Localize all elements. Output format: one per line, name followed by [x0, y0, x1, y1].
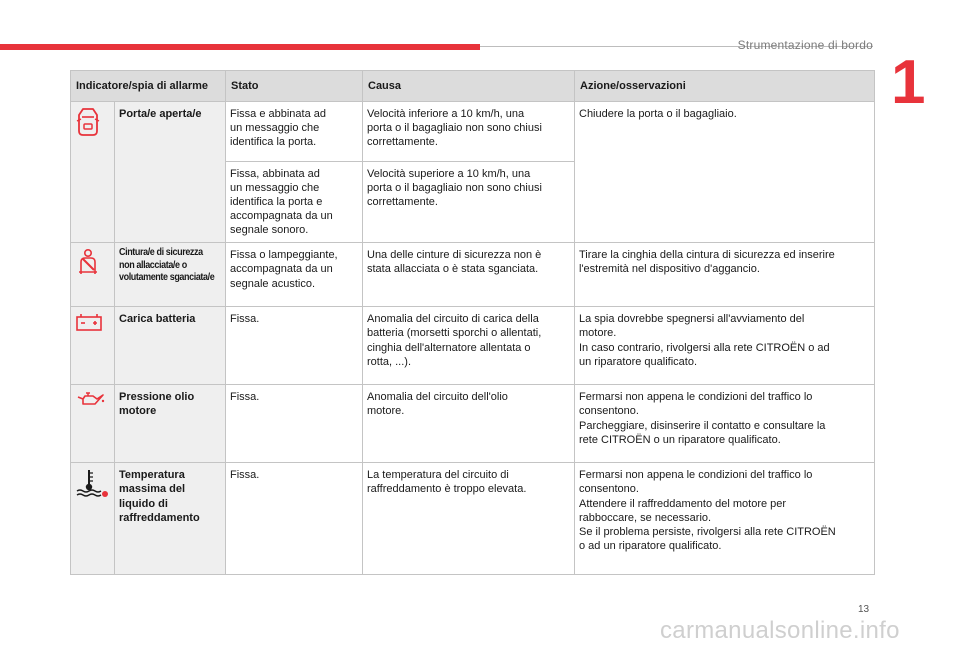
stato-cell: Fissa e abbinata ad un messaggio che identifica la porta. — [226, 102, 363, 162]
column-header-azione: Azione/osservazioni — [575, 71, 875, 102]
stato-cell: Fissa. — [226, 307, 363, 385]
page-number: 13 — [858, 604, 870, 615]
table-row — [71, 102, 875, 162]
battery-icon-cell — [71, 307, 115, 385]
indicator-name: Temperatura massima del liquido di raffreddamento — [115, 463, 226, 575]
azione-cell: La spia dovrebbe spegnersi all'avviamento del motore. In caso contrario, rivolgersi alla rete CITROËN o ad un riparatore qualificato. — [575, 307, 875, 385]
seatbelt-icon-cell — [71, 243, 115, 307]
causa-cell: La temperatura del circuito di raffreddamento è troppo elevata. — [363, 463, 575, 575]
running-title: Strumentazione di bordo — [737, 38, 873, 52]
oil-can-icon — [75, 399, 105, 411]
seatbelt-icon — [75, 267, 101, 279]
causa-cell: Una delle cinture di sicurezza non è stata allacciata o è stata sganciata. — [363, 243, 575, 307]
causa-cell: Velocità superiore a 10 km/h, una porta o il bagagliaio non sono chiusi correttamente. — [363, 162, 575, 243]
stato-cell: Fissa. — [226, 463, 363, 575]
azione-cell: Fermarsi non appena le condizioni del traffico lo consentono. Parcheggiare, disinserire il contatto e consultare la rete CITROËN o un riparatore qualificato. — [575, 385, 875, 463]
indicator-name: Carica batteria — [115, 307, 226, 385]
table-header-row — [71, 71, 875, 102]
azione-cell: Tirare la cinghia della cintura di sicurezza ed inserire l'estremità nel dispositivo d'aggancio. — [575, 243, 875, 307]
indicator-name: Porta/e aperta/e — [115, 102, 226, 243]
indicator-name: Pressione olio motore — [115, 385, 226, 463]
warning-lights-table — [70, 70, 875, 575]
table-row — [71, 243, 875, 307]
stato-cell: Fissa, abbinata ad un messaggio che identifica la porta e accompagnata da un segnale sonoro. — [226, 162, 363, 243]
column-header-indicator: Indicatore/spia di allarme — [71, 71, 226, 102]
watermark: carmanualsonline.info — [660, 617, 900, 644]
causa-cell: Anomalia del circuito dell'olio motore. — [363, 385, 575, 463]
indicator-name: Cintura/e di sicurezza non allacciata/e o volutamente sganciata/e — [115, 243, 226, 307]
column-header-causa: Causa — [363, 71, 575, 102]
column-header-stato: Stato — [226, 71, 363, 102]
table-row — [71, 385, 875, 463]
causa-cell: Anomalia del circuito di carica della batteria (morsetti sporchi o allentati, cinghia dell'alternatore allentata o rotta, ...). — [363, 307, 575, 385]
door-open-icon — [75, 128, 101, 140]
coolant-icon-cell — [71, 463, 115, 575]
header-red-bar — [0, 44, 480, 50]
stato-cell: Fissa o lampeggiante, accompagnata da un segnale acustico. — [226, 243, 363, 307]
stato-cell: Fissa. — [226, 385, 363, 463]
oil-icon-cell — [71, 385, 115, 463]
azione-cell: Chiudere la porta o il bagagliaio. — [575, 102, 875, 243]
table-row — [71, 307, 875, 385]
azione-cell: Fermarsi non appena le condizioni del traffico lo consentono. Attendere il raffreddamento del motore per rabboccare, se necessario. Se il problema persiste, rivolgersi alla rete CITROËN o ad un riparatore qualificato. — [575, 463, 875, 575]
coolant-temperature-icon — [75, 489, 109, 501]
causa-cell: Velocità inferiore a 10 km/h, una porta o il bagagliaio non sono chiusi correttamente. — [363, 102, 575, 162]
door-icon-cell — [71, 102, 115, 243]
battery-icon — [75, 323, 103, 335]
table-row — [71, 463, 875, 575]
chapter-number: 1 — [891, 48, 926, 117]
